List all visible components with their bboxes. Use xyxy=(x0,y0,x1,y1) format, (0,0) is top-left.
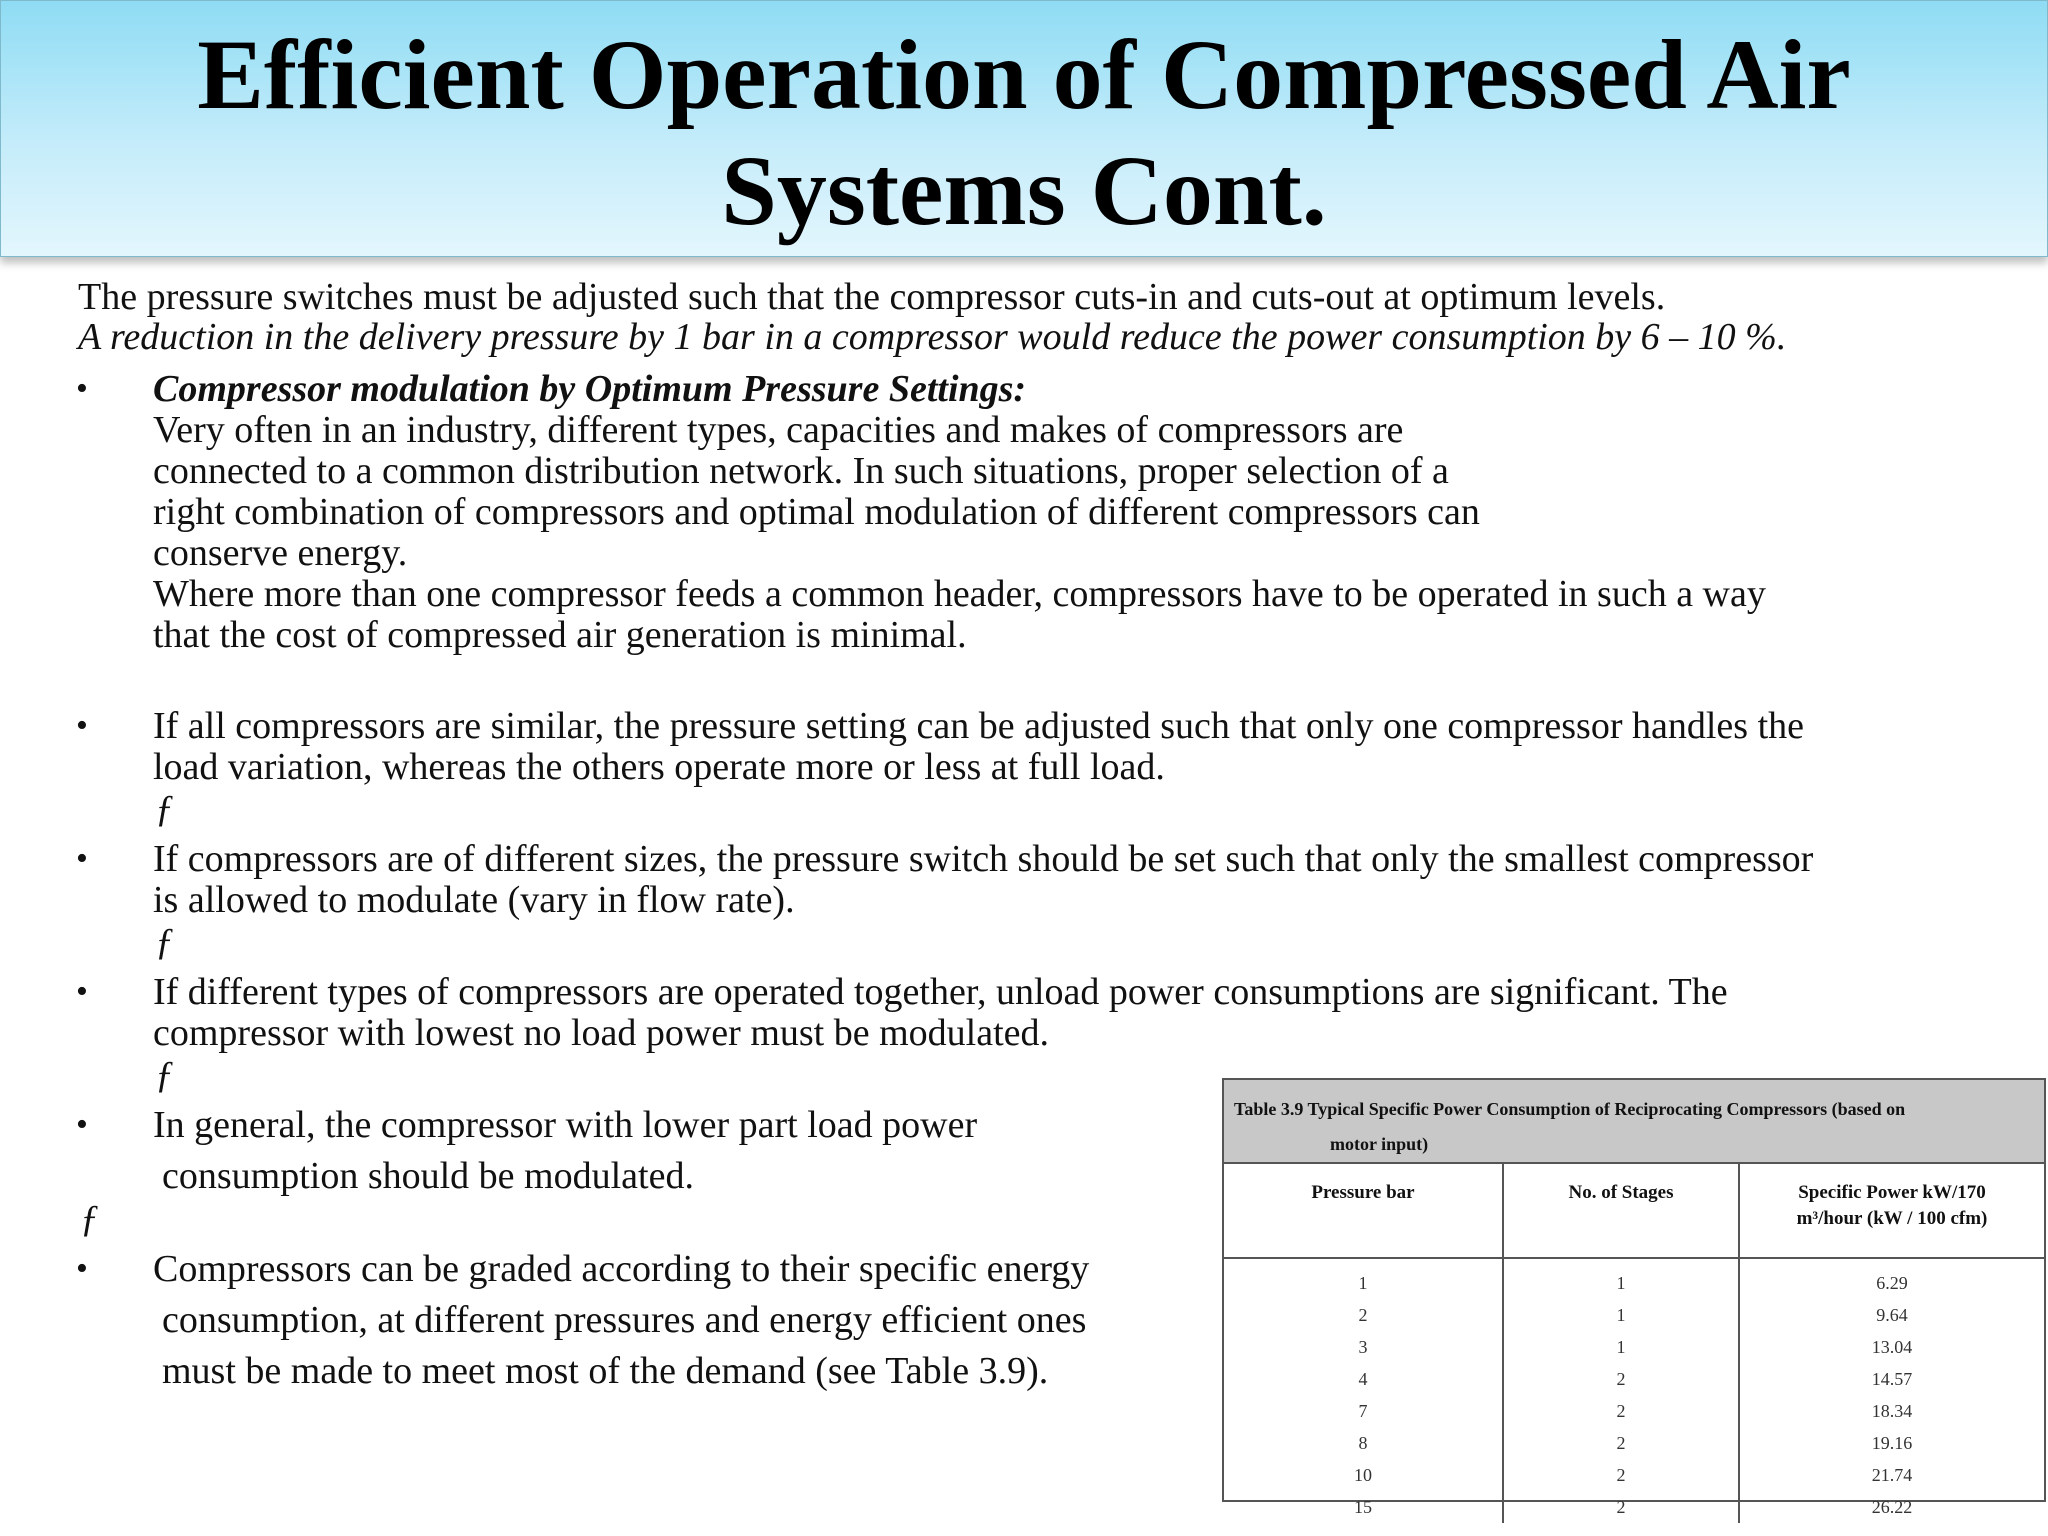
cell-pressure: 8 xyxy=(1224,1427,1503,1459)
bullet-1-line-6: that the cost of compressed air generation is minimal. xyxy=(153,614,967,656)
cell-pressure: 7 xyxy=(1224,1395,1503,1427)
bullet-marker: • xyxy=(76,840,88,877)
cell-stages: 1 xyxy=(1503,1258,1739,1299)
bullet-1-line-1: Very often in an industry, different types, capacities and makes of compressors are xyxy=(153,409,1404,451)
bullet-2-line-2: load variation, whereas the others operate more or less at full load. xyxy=(153,746,1165,788)
cell-pressure: 3 xyxy=(1224,1331,1503,1363)
cell-specific-power: 13.04 xyxy=(1871,1336,1913,1357)
table-3-9 xyxy=(1222,1078,2046,1517)
cell-specific-power: 19.16 xyxy=(1871,1432,1913,1453)
specific-power-table xyxy=(1224,1164,2044,1523)
cell-pressure: 4 xyxy=(1224,1363,1503,1395)
cell-pressure: 15 xyxy=(1224,1491,1503,1523)
cell-pressure: 1 xyxy=(1224,1258,1503,1299)
cell-stages: 2 xyxy=(1503,1395,1739,1427)
bullet-marker: • xyxy=(76,1106,88,1143)
title-banner xyxy=(0,0,2048,257)
bullet-marker: • xyxy=(76,707,88,744)
cell-specific-power: 6.29 xyxy=(1876,1272,1908,1293)
table-row xyxy=(1224,1395,2044,1427)
table-row xyxy=(1224,1427,2044,1459)
f-symbol: ƒ xyxy=(155,788,174,830)
cell-stages: 2 xyxy=(1503,1459,1739,1491)
cell-specific-power: 14.57 xyxy=(1871,1368,1913,1389)
bullet-marker: • xyxy=(76,370,88,407)
cell-pressure: 2 xyxy=(1224,1299,1503,1331)
cell-stages: 2 xyxy=(1503,1363,1739,1395)
header-specific-power xyxy=(1739,1164,2044,1258)
cell-specific-power: 9.64 xyxy=(1876,1304,1908,1325)
slide-title-line-2: Systems Cont. xyxy=(721,135,1327,246)
intro-line-1: The pressure switches must be adjusted such that the compressor cuts-in and cuts-out at optimum levels. xyxy=(78,276,1666,318)
f-symbol: ƒ xyxy=(80,1198,99,1240)
table-caption-line-2: motor input) xyxy=(1330,1134,1429,1154)
intro-line-2: A reduction in the delivery pressure by 1 bar in a compressor would reduce the power consumption by 6 – 10 %. xyxy=(78,316,1787,358)
bullet-1-line-2: connected to a common distribution network. In such situations, proper selection of a xyxy=(153,450,1449,492)
bullet-4-line-2: compressor with lowest no load power must be modulated. xyxy=(153,1012,1050,1054)
bullet-6-line-2: consumption, at different pressures and energy efficient ones xyxy=(162,1299,1087,1341)
bullet-3-line-2: is allowed to modulate (vary in flow rate). xyxy=(153,879,795,921)
table-caption-line-1: Table 3.9 Typical Specific Power Consumption of Reciprocating Compressors (based on xyxy=(1234,1099,1906,1119)
slide-title-line-1: Efficient Operation of Compressed Air xyxy=(197,19,1851,130)
header-specific-power-line-2: m³/hour (kW / 100 cfm) xyxy=(1796,1208,1988,1229)
header-specific-power-line-1: Specific Power kW/170 xyxy=(1798,1182,1986,1203)
header-pressure: Pressure bar xyxy=(1224,1164,1503,1258)
bullet-marker: • xyxy=(76,973,88,1010)
bullet-1-line-5: Where more than one compressor feeds a common header, compressors have to be operated in such a way xyxy=(153,573,1766,615)
cell-specific-power: 21.74 xyxy=(1871,1464,1913,1485)
bullet-3-line-1: If compressors are of different sizes, the pressure switch should be set such that only the smallest compressor xyxy=(153,838,1814,880)
f-symbol: ƒ xyxy=(155,921,174,963)
bullet-6-line-3: must be made to meet most of the demand (see Table 3.9). xyxy=(162,1350,1049,1392)
cell-stages: 2 xyxy=(1503,1491,1739,1523)
table-row xyxy=(1224,1363,2044,1395)
table-row xyxy=(1224,1299,2044,1331)
cell-stages: 2 xyxy=(1503,1427,1739,1459)
header-stages: No. of Stages xyxy=(1503,1164,1739,1258)
bullet-1-heading: Compressor modulation by Optimum Pressure Settings: xyxy=(153,368,1027,410)
bullet-1-line-4: conserve energy. xyxy=(153,532,408,574)
table-row xyxy=(1224,1491,2044,1523)
table-row xyxy=(1224,1331,2044,1363)
cell-specific-power: 18.34 xyxy=(1871,1400,1913,1421)
cell-pressure: 10 xyxy=(1224,1459,1503,1491)
bullet-4-line-1: If different types of compressors are operated together, unload power consumptions are significant. The xyxy=(153,971,1728,1013)
f-symbol: ƒ xyxy=(155,1054,174,1096)
cell-stages: 1 xyxy=(1503,1331,1739,1363)
table-row xyxy=(1224,1459,2044,1491)
bullet-5-line-1: In general, the compressor with lower part load power xyxy=(153,1104,978,1146)
table-row xyxy=(1224,1258,2044,1299)
bullet-6-line-1: Compressors can be graded according to their specific energy xyxy=(153,1248,1090,1290)
cell-stages: 1 xyxy=(1503,1299,1739,1331)
bullet-2-line-1: If all compressors are similar, the pressure setting can be adjusted such that only one compressor handles the xyxy=(153,705,1804,747)
bullet-5-line-2: consumption should be modulated. xyxy=(162,1155,694,1197)
bullet-marker: • xyxy=(76,1250,88,1287)
cell-specific-power: 26.22 xyxy=(1871,1496,1913,1517)
table-caption xyxy=(1224,1080,2044,1164)
bullet-1-line-3: right combination of compressors and optimal modulation of different compressors can xyxy=(153,491,1480,533)
